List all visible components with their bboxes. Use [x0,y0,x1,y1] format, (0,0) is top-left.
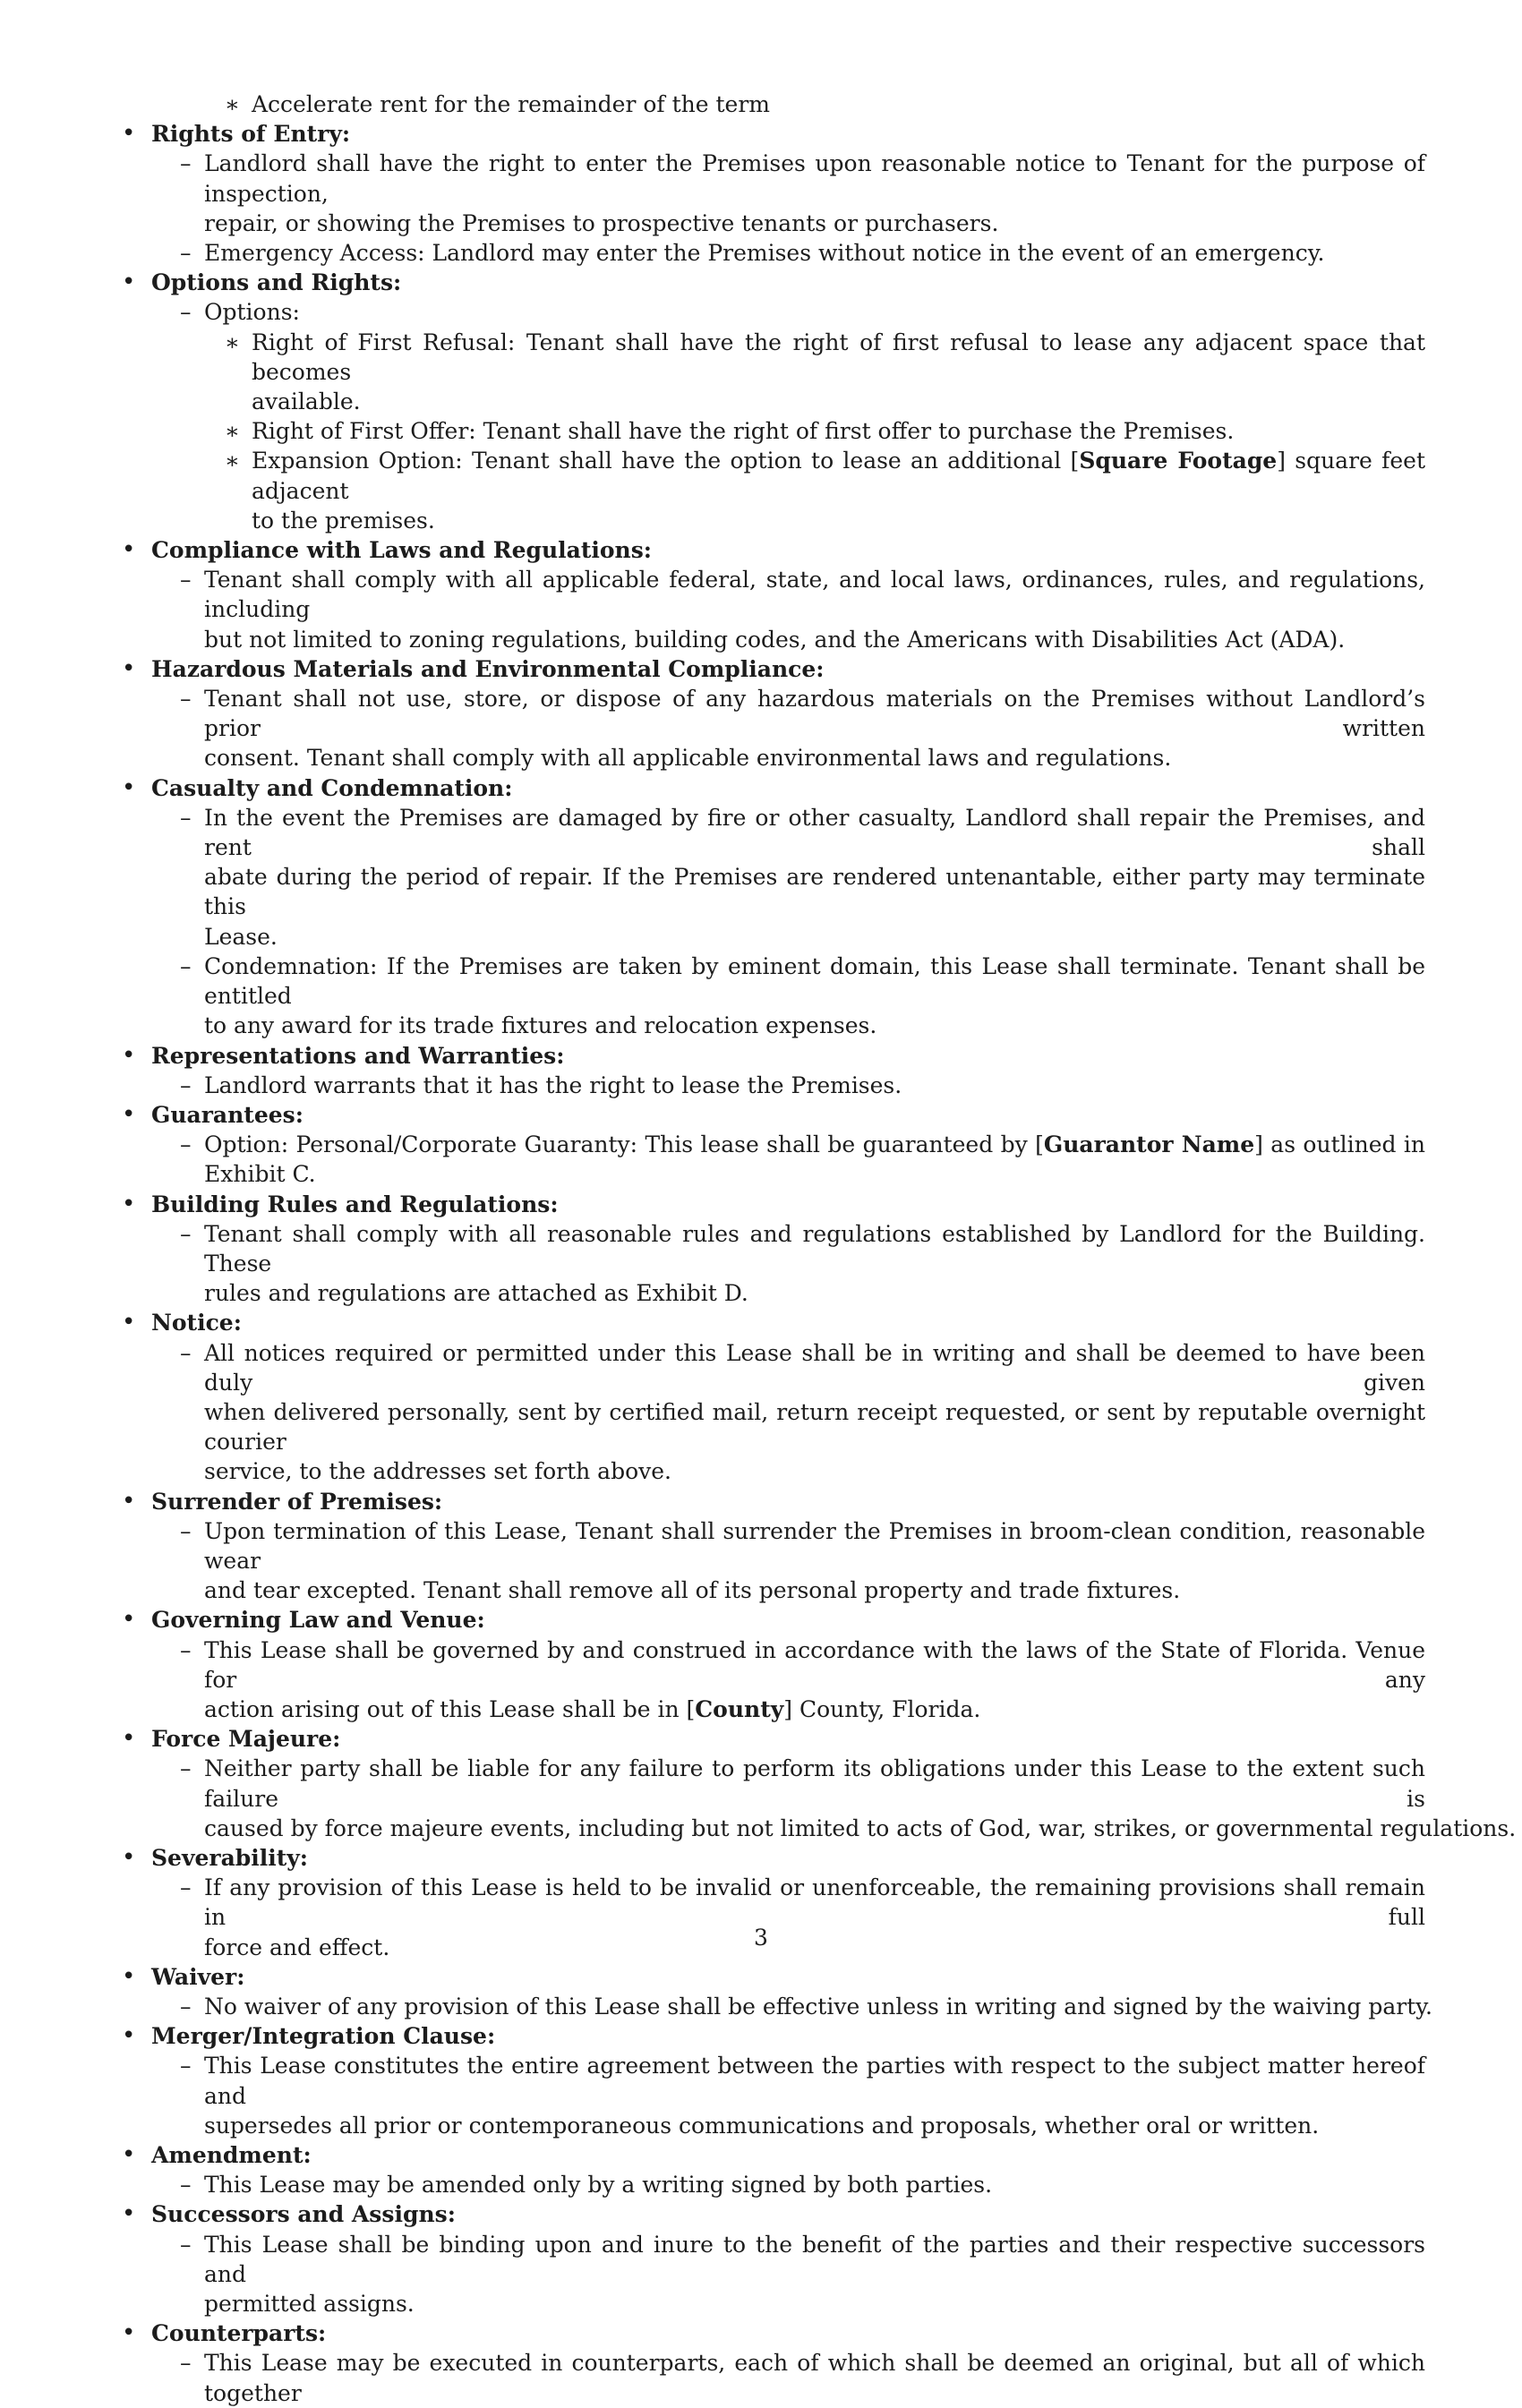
section-heading [122,773,1425,803]
dash-marker: – [180,1994,192,2019]
text-segment: This Lease may be amended only by a writing signed by both parties. [204,2172,993,2199]
text-segment: In the event the Premises are damaged by fire or other casualty, Landlord shall repair the Premises, and rent shall [204,804,1425,861]
text-segment: Options and Rights: [151,269,402,296]
clause-line [149,1130,1425,1159]
clause-line [149,684,1425,743]
text-segment: Right of First Refusal: Tenant shall have the right of first refusal to lease any adjacent space that becomes [252,329,1425,385]
text-segment: Lease. [204,923,278,950]
clause-line [149,1992,1432,2021]
sub-item-line [149,506,1425,535]
clause-line [149,1754,1425,1813]
text-segment: Compliance with Laws and Regulations: [151,537,653,564]
text-segment: ] square feet adjacent [252,448,1426,504]
text-segment: Casualty and Condemnation: [151,774,513,801]
bullet-marker: • [122,1041,136,1069]
dash-marker: – [180,2350,192,2377]
dash-marker: – [180,1517,192,1544]
clause-line [149,209,1425,238]
text-segment: consent. Tenant shall comply with all applicable environmental laws and regulations. [204,745,1172,772]
clause-line [149,1219,1425,1278]
text-segment: available. [252,389,361,415]
star-marker: ∗ [225,329,240,355]
text-segment: If any provision of this Lease is held to be invalid or unenforceable, the remaining provisions shall remain in full [204,1874,1425,1931]
text-segment: Counterparts: [151,2320,327,2347]
section-heading [122,1487,1425,1516]
text-segment: caused by force majeure events, including but not limited to acts of God, war, strikes, or governmental regulations. [204,1815,1517,1841]
clause-line [149,2348,1425,2407]
section-heading [122,2318,1425,2348]
bullet-marker: • [122,2319,136,2347]
bullet-marker: • [122,1962,136,1990]
sub-item-line [149,387,1425,416]
clause-line [149,1159,1425,1189]
text-segment: rules and regulations are attached as Exhibit D. [204,1280,748,1307]
dash-marker: – [180,1755,192,1782]
text-segment: Amendment: [151,2142,312,2169]
text-segment: Successors and Assigns: [151,2201,456,2228]
text-segment: permitted assigns. [204,2291,415,2318]
section-heading [122,1190,1425,1219]
text-segment: Accelerate rent for the remainder of the term [252,91,771,117]
clause-line [149,1873,1425,1932]
clause-line [149,1338,1425,1397]
text-segment: Governing Law and Venue: [151,1607,485,1634]
text-segment: No waiver of any provision of this Lease shall be effective unless in writing and signed by the waiving party. [204,1994,1432,2019]
document-body [122,90,1517,2408]
bullet-marker: • [122,2200,136,2228]
clause-line [149,862,1425,921]
text-segment: Notice: [151,1310,242,1336]
clause-line [149,1814,1517,1843]
section-heading [122,1724,1425,1754]
text-segment: This Lease constitutes the entire agreement between the parties with respect to the subject matter hereof and [204,2053,1425,2109]
section-heading [122,654,1425,684]
text-segment: ] as outlined in [1254,1131,1426,1158]
text-segment: Emergency Access: Landlord may enter the Premises without notice in the event of an emergency. [204,240,1325,267]
star-marker: ∗ [225,448,240,474]
text-segment: Tenant shall not use, store, or dispose of any hazardous materials on the Premises without Landlord’s prior written [204,686,1425,742]
dash-marker: – [180,150,192,177]
section-heading [122,119,1425,149]
sub-item-line [149,446,1425,505]
clause-line [149,2111,1425,2140]
dash-marker: – [180,1339,192,1366]
dash-marker: – [180,686,192,713]
section-heading [122,1962,1425,1992]
placeholder-field: Square Footage [1079,448,1278,474]
text-segment: Options: [204,299,300,326]
text-segment: This Lease shall be governed by and construed in accordance with the laws of the State of Florida. Venue for any [204,1636,1425,1693]
clause-line [149,1635,1425,1695]
dash-marker: – [180,1874,192,1901]
text-segment: supersedes all prior or contemporaneous communications and proposals, whether oral or written. [204,2112,1320,2139]
clause-line [149,1695,1425,1724]
dash-marker: – [180,804,192,831]
text-segment: Landlord shall have the right to enter the Premises upon reasonable notice to Tenant for the purpose of inspection, [204,150,1425,207]
bullet-marker: • [122,536,136,564]
clause-line [149,1071,1425,1100]
bullet-marker: • [122,1725,136,1753]
dash-marker: – [180,567,192,593]
clause-line [149,1011,1425,1040]
clause-line [149,2170,1425,2199]
clause-line [149,2230,1425,2289]
sub-item-line [149,416,1425,446]
text-segment: Severability: [151,1844,309,1871]
placeholder-field: County [695,1695,784,1722]
sub-item-line [149,90,1425,119]
text-segment: Rights of Entry: [151,121,351,148]
text-segment: Waiver: [151,1963,245,1990]
bullet-marker: • [122,1309,136,1336]
clause-line [149,297,1425,327]
text-segment: repair, or showing the Premises to prospective tenants or purchasers. [204,209,999,236]
bullet-marker: • [122,1487,136,1515]
clause-line [149,1456,1425,1486]
section-heading [122,1843,1425,1873]
text-segment: Neither party shall be liable for any failure to perform its obligations under this Lease to the extent such failure is [204,1755,1425,1812]
text-segment: Force Majeure: [151,1726,341,1753]
placeholder-field: Guarantor Name [1043,1131,1255,1158]
dash-marker: – [180,240,192,267]
section-heading [122,1041,1425,1071]
dash-marker: – [180,1636,192,1663]
text-segment: Exhibit C. [204,1161,316,1188]
section-heading [122,2140,1425,2170]
bullet-marker: • [122,2141,136,2169]
text-segment: action arising out of this Lease shall be in [ [204,1695,696,1722]
text-segment: Surrender of Premises: [151,1488,443,1515]
clause-line [149,952,1425,1011]
text-segment: Representations and Warranties: [151,1042,565,1069]
text-segment: and tear excepted. Tenant shall remove all of its personal property and trade fixtures. [204,1577,1181,1604]
bullet-marker: • [122,1606,136,1634]
text-segment: Expansion Option: Tenant shall have the option to lease an additional [ [252,448,1080,474]
text-segment: Upon termination of this Lease, Tenant shall surrender the Premises in broom-clean condition, reasonable wear [204,1517,1425,1574]
bullet-marker: • [122,1100,136,1128]
clause-line [149,625,1425,654]
clause-line [149,1397,1425,1456]
text-segment: ] County, Florida. [783,1695,981,1722]
clause-line [149,1278,1425,1308]
section-heading [122,1308,1425,1337]
clause-line [149,1575,1425,1605]
section-heading [122,2021,1425,2051]
dash-marker: – [180,1072,192,1098]
text-segment: Building Rules and Regulations: [151,1191,559,1217]
text-segment: This Lease shall be binding upon and inure to the benefit of the parties and their respective successors and [204,2231,1425,2287]
text-segment: Hazardous Materials and Environmental Compliance: [151,655,825,682]
text-segment: Right of First Offer: Tenant shall have the right of first offer to purchase the Premises. [252,418,1235,445]
star-marker: ∗ [225,91,240,117]
sub-item-line [149,328,1425,387]
text-segment: This Lease may be executed in counterparts, each of which shall be deemed an original, but all of which together [204,2350,1425,2406]
text-segment: Merger/Integration Clause: [151,2023,496,2050]
text-segment: Condemnation: If the Premises are taken by eminent domain, this Lease shall terminate. Tenant shall be entitled [204,952,1425,1010]
clause-line [149,803,1425,862]
bullet-marker: • [122,2022,136,2050]
dash-marker: – [180,952,192,979]
clause-line [149,1516,1425,1575]
dash-marker: – [180,1220,192,1247]
clause-line [149,149,1425,208]
clause-line [149,922,1425,952]
text-segment: Tenant shall comply with all reasonable rules and regulations established by Landlord for the Building. These [204,1220,1425,1277]
section-heading [122,1605,1425,1635]
dash-marker: – [180,2053,192,2079]
text-segment: abate during the period of repair. If the Premises are rendered untenantable, either party may terminate this [204,864,1425,920]
text-segment: Option: Personal/Corporate Guaranty: This lease shall be guaranteed by [ [204,1131,1044,1158]
bullet-marker: • [122,1843,136,1871]
section-heading [122,2199,1425,2229]
text-segment: force and effect. [204,1934,390,1960]
text-segment: to any award for its trade fixtures and relocation expenses. [204,1012,877,1039]
clause-line [149,2051,1425,2110]
dash-marker: – [180,2172,192,2199]
clause-line [149,238,1425,268]
bullet-marker: • [122,120,136,148]
text-segment: Guarantees: [151,1101,304,1128]
dash-marker: – [180,1131,192,1158]
star-marker: ∗ [225,418,240,445]
section-heading [122,1100,1425,1130]
text-segment: but not limited to zoning regulations, building codes, and the Americans with Disabilities Act (ADA). [204,626,1346,653]
dash-marker: – [180,299,192,326]
bullet-marker: • [122,269,136,296]
bullet-marker: • [122,773,136,801]
page-number: 3 [754,1925,768,1951]
bullet-marker: • [122,1190,136,1217]
text-segment: Tenant shall comply with all applicable federal, state, and local laws, ordinances, rules, and regulations, including [204,567,1425,623]
clause-line [149,743,1425,773]
section-heading [122,268,1425,297]
text-segment: when delivered personally, sent by certified mail, return receipt requested, or sent by reputable overnight courier [204,1398,1425,1456]
section-heading [122,535,1425,565]
text-segment: service, to the addresses set forth above. [204,1458,671,1485]
text-segment: Landlord warrants that it has the right to lease the Premises. [204,1072,902,1098]
text-segment: All notices required or permitted under this Lease shall be in writing and shall be deemed to have been duly given [204,1339,1425,1396]
clause-line [149,565,1425,624]
text-segment: to the premises. [252,507,435,534]
clause-line [149,2289,1425,2318]
dash-marker: – [180,2231,192,2258]
bullet-marker: • [122,654,136,682]
